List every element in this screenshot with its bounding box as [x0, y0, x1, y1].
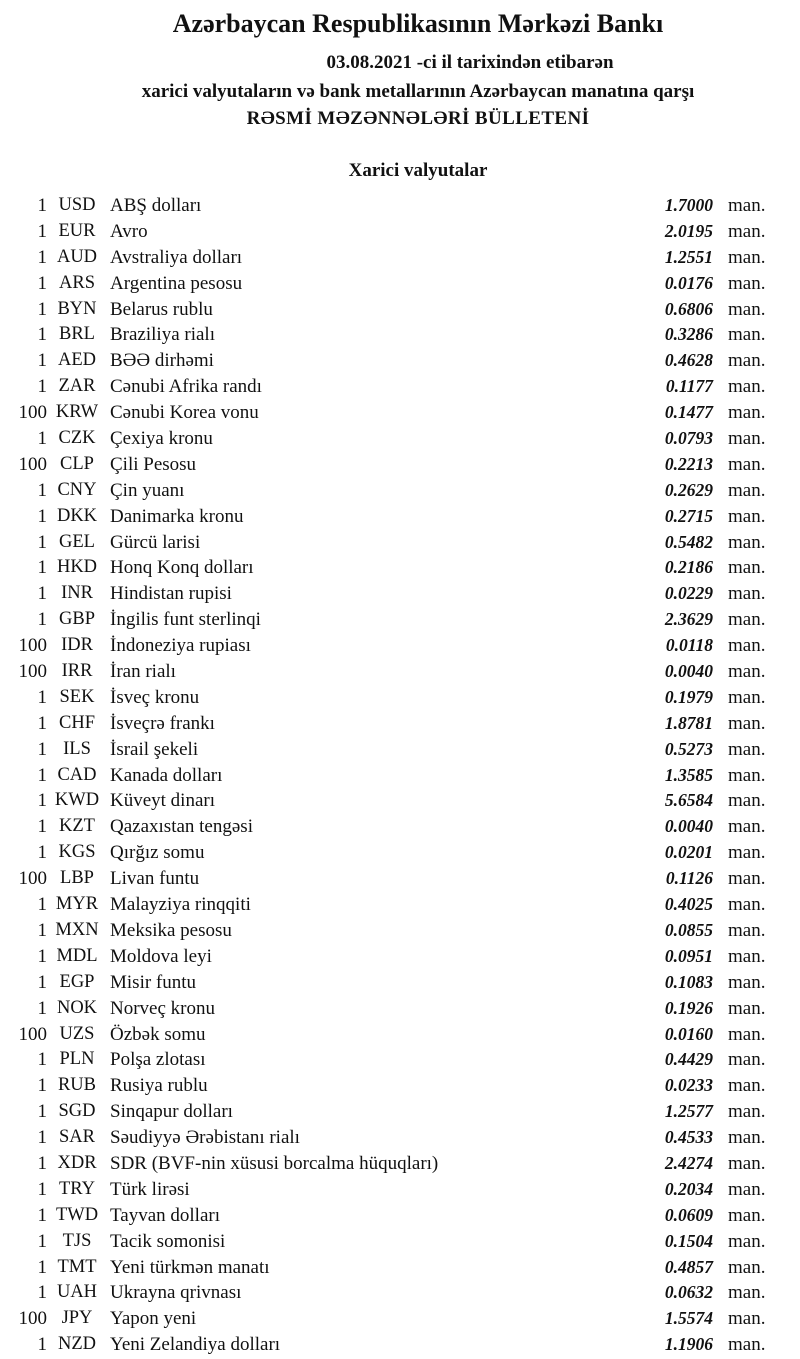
currency-name: Danimarka kronu [110, 505, 244, 527]
quantity-value: 1 [37, 479, 47, 501]
table-row [0, 659, 800, 685]
unit-label: man. [728, 738, 766, 760]
unit-label: man. [728, 997, 766, 1019]
table-row [0, 297, 800, 323]
currency-code: GBP [59, 609, 95, 630]
table-row [0, 426, 800, 452]
currency-name: Moldova leyi [110, 945, 212, 967]
table-row [0, 1229, 800, 1255]
rate-value: 0.2715 [664, 505, 713, 526]
unit-label: man. [728, 220, 766, 242]
rate-value: 0.6806 [664, 298, 713, 319]
currency-name: Rusiya rublu [110, 1075, 208, 1097]
rate-value: 1.8781 [664, 712, 713, 733]
unit-label: man. [728, 350, 766, 372]
table-row [0, 814, 800, 840]
table-row [0, 607, 800, 633]
table-row [0, 374, 800, 400]
currency-name: Kanada dolları [110, 764, 223, 786]
table-row [0, 478, 800, 504]
effective-date-line: 03.08.2021 -ci il tarixindən etibarən [326, 52, 614, 73]
rate-value: 0.2186 [664, 557, 713, 578]
rate-value: 0.4857 [664, 1256, 713, 1277]
rate-value: 0.1126 [665, 868, 713, 889]
currency-code: UAH [56, 1282, 98, 1303]
quantity-value: 1 [37, 816, 47, 838]
currency-code: CHF [59, 712, 95, 733]
rate-value: 1.5574 [664, 1308, 713, 1329]
rate-value: 0.4429 [664, 1049, 713, 1070]
currency-name: Çili Pesosu [110, 453, 197, 475]
quantity-value: 1 [37, 350, 47, 372]
rate-value: 0.0040 [664, 816, 713, 837]
currency-name: Qazaxıstan tengəsi [110, 816, 253, 838]
unit-label: man. [728, 868, 766, 890]
rate-value: 0.2213 [664, 453, 713, 474]
rate-value: 0.4628 [664, 350, 713, 371]
rate-value: 0.0118 [665, 635, 713, 656]
rate-value: 1.1906 [664, 1334, 713, 1355]
table-row [0, 944, 800, 970]
currency-name: Belarus rublu [110, 298, 213, 320]
table-row [0, 271, 800, 297]
currency-name: Çexiya kronu [110, 428, 213, 450]
currency-name: Cənubi Afrika randı [110, 376, 262, 398]
quantity-value: 100 [18, 453, 47, 475]
rate-value: 0.3286 [664, 324, 713, 345]
quantity-value: 1 [37, 1101, 47, 1123]
quantity-value: 1 [37, 246, 47, 268]
unit-label: man. [728, 428, 766, 450]
quantity-value: 1 [37, 324, 47, 346]
quantity-value: 1 [37, 1230, 47, 1252]
currency-code: IRR [61, 661, 93, 682]
rate-value: 1.2551 [664, 246, 713, 267]
currency-name: İsveçrə frankı [110, 712, 215, 734]
quantity-value: 1 [37, 1178, 47, 1200]
rate-value: 0.1083 [664, 971, 713, 992]
currency-code: MYR [55, 894, 99, 915]
unit-label: man. [728, 298, 766, 320]
rate-value: 0.2034 [664, 1178, 713, 1199]
quantity-value: 1 [37, 1282, 47, 1304]
table-row [0, 504, 800, 530]
quantity-value: 1 [37, 220, 47, 242]
currency-code: DKK [56, 505, 98, 526]
currency-name: İsrail şekeli [110, 738, 199, 760]
rate-value: 2.0195 [664, 220, 713, 241]
currency-code: ILS [63, 738, 91, 759]
currency-code: CLP [60, 453, 94, 474]
quantity-value: 1 [37, 583, 47, 605]
exchange-rates-table [0, 193, 800, 1358]
unit-label: man. [728, 1230, 766, 1252]
rate-value: 0.1979 [664, 686, 713, 707]
unit-label: man. [728, 272, 766, 294]
unit-label: man. [728, 712, 766, 734]
currency-name: Avstraliya dolları [110, 246, 243, 268]
table-row [0, 1151, 800, 1177]
currency-code: KWD [54, 790, 100, 811]
currency-code: MDL [56, 945, 98, 966]
quantity-value: 1 [37, 1256, 47, 1278]
rate-value: 0.1177 [665, 376, 713, 397]
table-row [0, 996, 800, 1022]
quantity-value: 100 [18, 635, 47, 657]
rate-value: 0.0233 [664, 1075, 713, 1096]
quantity-value: 1 [37, 376, 47, 398]
quantity-value: 1 [37, 712, 47, 734]
currency-code: LBP [60, 868, 94, 889]
currency-code: AED [57, 350, 97, 371]
unit-label: man. [728, 1049, 766, 1071]
table-row [0, 840, 800, 866]
table-row [0, 737, 800, 763]
subtitle-line: xarici valyutaların və bank metallarının Azərbaycan manatına qarşı [141, 81, 695, 102]
unit-label: man. [728, 1023, 766, 1045]
currency-name: Argentina pesosu [110, 272, 243, 294]
currency-code: USD [58, 195, 96, 215]
currency-code: SAR [59, 1127, 95, 1148]
quantity-value: 1 [37, 1127, 47, 1149]
quantity-value: 1 [37, 894, 47, 916]
quantity-value: 1 [37, 272, 47, 294]
table-row [0, 866, 800, 892]
table-row [0, 1177, 800, 1203]
currency-name: SDR (BVF-nin xüsusi borcalma hüquqları) [110, 1152, 439, 1174]
unit-label: man. [728, 479, 766, 501]
table-row [0, 918, 800, 944]
unit-label: man. [728, 402, 766, 424]
table-row [0, 1255, 800, 1281]
table-row [0, 322, 800, 348]
unit-label: man. [728, 195, 766, 216]
unit-label: man. [728, 1152, 766, 1174]
currency-name: ABŞ dolları [110, 195, 202, 216]
currency-name: Gürcü larisi [110, 531, 201, 553]
unit-label: man. [728, 376, 766, 398]
table-row [0, 245, 800, 271]
quantity-value: 100 [18, 661, 47, 683]
quantity-value: 1 [37, 1075, 47, 1097]
unit-label: man. [728, 557, 766, 579]
rate-value: 0.0793 [664, 428, 713, 449]
currency-name: İndoneziya rupiası [110, 635, 251, 657]
quantity-value: 1 [37, 919, 47, 941]
unit-label: man. [728, 790, 766, 812]
currency-code: SEK [59, 686, 95, 707]
currency-code: TWD [55, 1204, 99, 1225]
currency-name: Qırğız somu [110, 842, 205, 864]
quantity-value: 1 [37, 1049, 47, 1071]
currency-name: Hindistan rupisi [110, 583, 232, 605]
currency-name: Norveç kronu [110, 997, 215, 1019]
table-row [0, 348, 800, 374]
table-row [0, 970, 800, 996]
table-row [0, 1306, 800, 1332]
currency-code: MXN [55, 919, 99, 940]
currency-code: EGP [59, 971, 95, 992]
table-row [0, 400, 800, 426]
currency-name: Türk lirəsi [110, 1178, 190, 1200]
quantity-value: 100 [18, 868, 47, 890]
currency-code: EUR [58, 220, 96, 241]
unit-label: man. [728, 1256, 766, 1278]
table-row [0, 1125, 800, 1151]
quantity-value: 1 [37, 1152, 47, 1174]
currency-name: Tacik somonisi [110, 1230, 226, 1252]
table-row [0, 555, 800, 581]
rate-value: 2.4274 [664, 1152, 713, 1173]
currency-code: NZD [57, 1334, 97, 1355]
unit-label: man. [728, 505, 766, 527]
unit-label: man. [728, 686, 766, 708]
quantity-value: 1 [37, 790, 47, 812]
rate-value: 0.0176 [664, 272, 713, 293]
currency-name: Yeni Zelandiya dolları [110, 1334, 281, 1356]
unit-label: man. [728, 1127, 766, 1149]
currency-code: AUD [56, 246, 98, 267]
currency-name: Səudiyyə Ərəbistanı rialı [110, 1127, 300, 1149]
rate-value: 0.2629 [664, 479, 713, 500]
currency-name: Sinqapur dolları [110, 1101, 233, 1123]
unit-label: man. [728, 1204, 766, 1226]
unit-label: man. [728, 1075, 766, 1097]
unit-label: man. [728, 1178, 766, 1200]
currency-code: TMT [57, 1256, 97, 1277]
currency-code: CAD [57, 764, 97, 785]
unit-label: man. [728, 661, 766, 683]
quantity-value: 1 [37, 738, 47, 760]
quantity-value: 1 [37, 505, 47, 527]
currency-name: Honq Konq dolları [110, 557, 254, 579]
rate-value: 1.7000 [664, 195, 713, 215]
table-row [0, 1099, 800, 1125]
currency-code: TRY [59, 1178, 95, 1199]
unit-label: man. [728, 945, 766, 967]
unit-label: man. [728, 1308, 766, 1330]
rate-value: 0.0951 [664, 945, 713, 966]
currency-code: GEL [59, 531, 95, 552]
unit-label: man. [728, 816, 766, 838]
currency-code: TJS [62, 1230, 92, 1251]
quantity-value: 1 [37, 531, 47, 553]
currency-code: KRW [55, 402, 99, 423]
rate-value: 0.0201 [664, 842, 713, 863]
quantity-value: 1 [37, 195, 47, 216]
table-row [0, 219, 800, 245]
currency-code: BYN [57, 298, 97, 319]
rate-value: 2.3629 [664, 609, 713, 630]
quantity-value: 1 [37, 945, 47, 967]
table-row [0, 1332, 800, 1358]
table-row [0, 1280, 800, 1306]
currency-code: CNY [57, 479, 97, 500]
unit-label: man. [728, 635, 766, 657]
rate-value: 0.0632 [664, 1282, 713, 1303]
section-title-foreign-currencies: Xarici valyutalar [348, 160, 488, 181]
rate-value: 1.2577 [664, 1101, 713, 1122]
quantity-value: 1 [37, 842, 47, 864]
quantity-value: 1 [37, 997, 47, 1019]
rate-value: 1.3585 [664, 764, 713, 785]
rate-value: 0.1504 [664, 1230, 713, 1251]
table-row [0, 1203, 800, 1229]
currency-name: Cənubi Korea vonu [110, 402, 259, 424]
table-row [0, 892, 800, 918]
currency-name: İran rialı [110, 661, 176, 683]
quantity-value: 100 [18, 1308, 47, 1330]
rate-value: 0.0855 [664, 919, 713, 940]
rate-value: 0.5482 [664, 531, 713, 552]
quantity-value: 1 [37, 686, 47, 708]
currency-name: Küveyt dinarı [110, 790, 216, 812]
quantity-value: 100 [18, 402, 47, 424]
quantity-value: 1 [37, 428, 47, 450]
rate-value: 0.0229 [664, 583, 713, 604]
table-row [0, 1073, 800, 1099]
quantity-value: 1 [37, 609, 47, 631]
currency-name: Polşa zlotası [110, 1049, 206, 1071]
currency-name: Yeni türkmən manatı [110, 1256, 270, 1278]
unit-label: man. [728, 842, 766, 864]
bulletin-title: RƏSMİ MƏZƏNNƏLƏRİ BÜLLETENİ [246, 108, 590, 129]
quantity-value: 1 [37, 557, 47, 579]
unit-label: man. [728, 324, 766, 346]
unit-label: man. [728, 894, 766, 916]
quantity-value: 1 [37, 1334, 47, 1356]
currency-name: Özbək somu [110, 1023, 206, 1045]
currency-code: CZK [58, 428, 96, 449]
unit-label: man. [728, 609, 766, 631]
unit-label: man. [728, 583, 766, 605]
currency-name: Avro [110, 220, 148, 242]
currency-code: RUB [57, 1075, 97, 1096]
currency-code: PLN [59, 1049, 95, 1070]
rate-value: 5.6584 [664, 790, 713, 811]
document-header [0, 0, 800, 132]
table-row [0, 193, 800, 219]
unit-label: man. [728, 919, 766, 941]
table-row [0, 530, 800, 556]
currency-name: Ukrayna qrivnası [110, 1282, 242, 1304]
unit-label: man. [728, 971, 766, 993]
quantity-value: 1 [37, 1204, 47, 1226]
quantity-value: 1 [37, 764, 47, 786]
table-row [0, 711, 800, 737]
table-row [0, 633, 800, 659]
currency-name: Meksika pesosu [110, 919, 232, 941]
currency-name: Misir funtu [110, 971, 197, 993]
table-row [0, 1047, 800, 1073]
currency-code: KZT [59, 816, 95, 837]
currency-code: ARS [59, 272, 95, 293]
currency-name: Yapon yeni [110, 1308, 197, 1330]
table-row [0, 788, 800, 814]
unit-label: man. [728, 764, 766, 786]
table-row [0, 685, 800, 711]
currency-code: JPY [61, 1308, 93, 1329]
currency-code: ZAR [58, 376, 96, 397]
unit-label: man. [728, 246, 766, 268]
unit-label: man. [728, 531, 766, 553]
currency-code: UZS [59, 1023, 95, 1044]
currency-name: Tayvan dolları [110, 1204, 220, 1226]
currency-name: Braziliya rialı [110, 324, 215, 346]
unit-label: man. [728, 453, 766, 475]
rate-value: 0.1926 [664, 997, 713, 1018]
rate-value: 0.0160 [664, 1023, 713, 1044]
quantity-value: 100 [18, 1023, 47, 1045]
table-row [0, 452, 800, 478]
quantity-value: 1 [37, 971, 47, 993]
currency-code: XDR [57, 1152, 97, 1173]
rate-value: 0.0040 [664, 661, 713, 682]
currency-name: İngilis funt sterlinqi [110, 609, 261, 631]
unit-label: man. [728, 1101, 766, 1123]
unit-label: man. [728, 1282, 766, 1304]
currency-name: Malayziya rinqqiti [110, 894, 251, 916]
rate-value: 0.0609 [664, 1204, 713, 1225]
currency-name: BƏƏ dirhəmi [110, 350, 214, 372]
currency-name: İsveç kronu [110, 686, 200, 708]
rate-value: 0.4025 [664, 894, 713, 915]
bank-title: Azərbaycan Respublikasının Mərkəzi Bankı [172, 9, 664, 38]
quantity-value: 1 [37, 298, 47, 320]
currency-code: HKD [56, 557, 98, 578]
rate-value: 0.5273 [664, 738, 713, 759]
rate-value: 0.4533 [664, 1127, 713, 1148]
currency-name: Livan funtu [110, 868, 200, 890]
table-row [0, 581, 800, 607]
unit-label: man. [728, 1334, 766, 1356]
table-row [0, 763, 800, 789]
currency-code: NOK [56, 997, 98, 1018]
currency-code: KGS [58, 842, 96, 863]
currency-name: Çin yuanı [110, 479, 185, 501]
rate-value: 0.1477 [664, 402, 713, 423]
table-row [0, 1022, 800, 1048]
currency-code: SGD [58, 1101, 96, 1122]
currency-code: IDR [61, 635, 93, 656]
currency-code: BRL [59, 324, 95, 345]
currency-code: INR [61, 583, 93, 604]
